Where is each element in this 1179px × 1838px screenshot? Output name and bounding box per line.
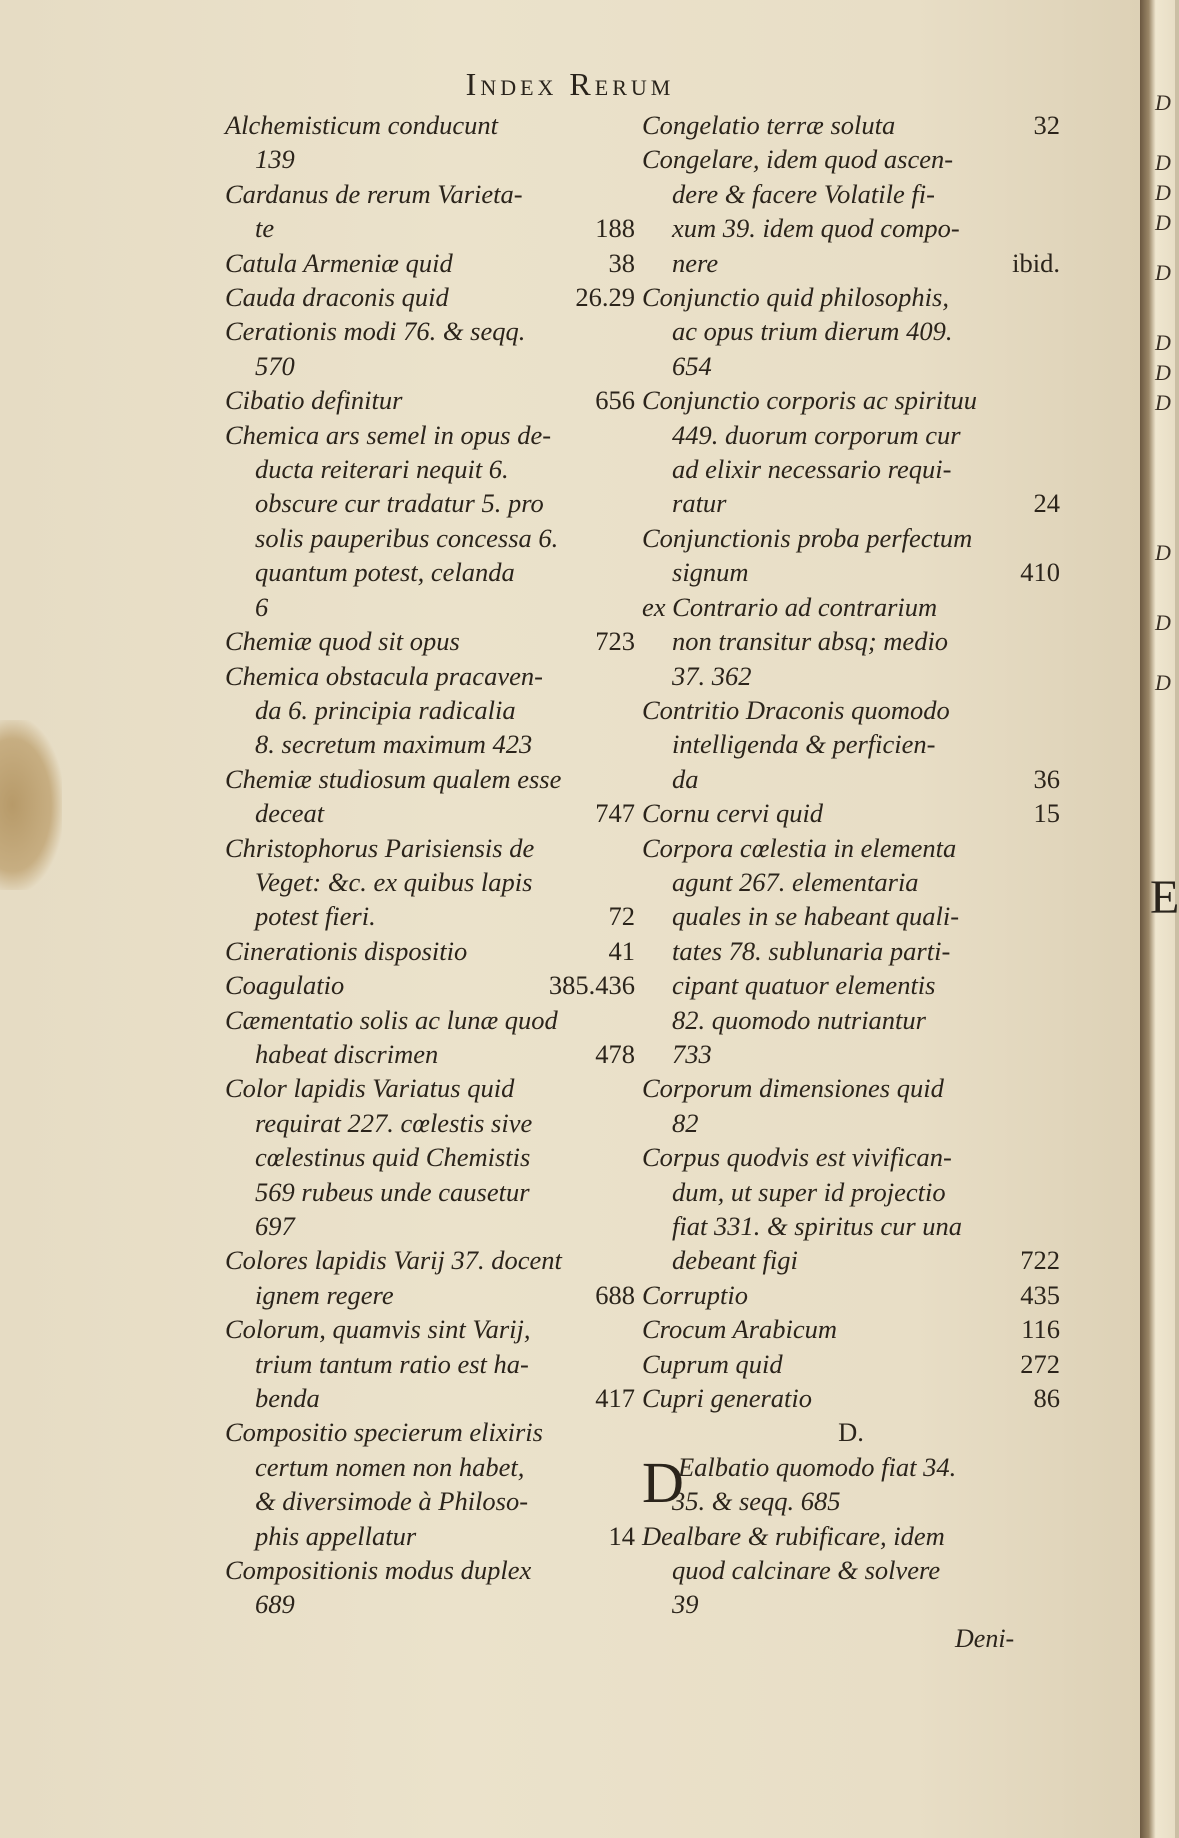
index-entry-line xyxy=(642,486,1060,520)
index-entry-line xyxy=(642,452,1060,486)
index-entry-line xyxy=(225,555,635,589)
entry-text: requirat 227. cœlestis sive xyxy=(255,1107,533,1138)
entry-text: signum xyxy=(672,557,749,588)
index-entry-line xyxy=(642,1278,1060,1312)
entry-text: trium tantum ratio est ha- xyxy=(255,1348,529,1379)
index-entry-line xyxy=(642,1347,1060,1381)
index-entry xyxy=(642,521,1060,590)
entry-text: cipant quatuor elementis xyxy=(672,970,936,1001)
index-column-right xyxy=(642,108,1060,1622)
index-entry xyxy=(225,659,635,762)
index-column-left xyxy=(225,108,635,1622)
page-number: 15 xyxy=(1033,798,1060,829)
entry-text: fiat 331. & spiritus cur una xyxy=(672,1211,963,1241)
entry-text: Congelatio terræ soluta xyxy=(642,110,896,140)
index-entry-line xyxy=(642,142,1060,176)
entry-text: Corpus quodvis est vivifican- xyxy=(642,1142,952,1173)
index-entry xyxy=(642,280,1060,383)
index-entry-line xyxy=(225,246,635,280)
entry-text: dere & facere Volatile fi- xyxy=(672,178,935,209)
entry-text: 449. duorum corporum cur xyxy=(672,419,961,450)
entry-text: Crocum Arabicum xyxy=(642,1314,838,1345)
index-entry-line xyxy=(225,1175,635,1209)
index-entry xyxy=(225,280,635,314)
index-entry-line xyxy=(642,555,1060,589)
index-entry-line xyxy=(225,108,635,142)
entry-text: intelligenda & perficien- xyxy=(672,729,936,760)
index-entry xyxy=(225,1003,635,1072)
entry-text: 6 xyxy=(255,591,269,622)
page-number: 32 xyxy=(1033,110,1060,140)
index-entry-line xyxy=(642,899,1060,933)
entry-text: Chemica ars semel in opus de- xyxy=(225,419,552,450)
index-entry-line xyxy=(225,762,635,796)
index-entry xyxy=(225,108,635,177)
index-entry-line xyxy=(642,1140,1060,1174)
entry-text: phis appellatur xyxy=(255,1520,417,1551)
entry-text: xum 39. idem quod compo- xyxy=(672,213,960,244)
index-entry-line xyxy=(642,1519,1060,1553)
page-number: 688 xyxy=(595,1279,635,1310)
page-number: 86 xyxy=(1033,1383,1060,1414)
entry-text: Cæmentatio solis ac lunæ quod xyxy=(225,1004,558,1035)
entry-text: dum, ut super id projectio xyxy=(672,1176,946,1207)
index-entry-line xyxy=(225,934,635,968)
page-number: ibid. xyxy=(1012,247,1060,278)
entry-text: agunt 267. elementaria xyxy=(672,866,919,897)
page-number: 478 xyxy=(595,1038,635,1069)
index-entry xyxy=(642,1312,1060,1346)
index-entry xyxy=(225,1071,635,1243)
index-entry-line xyxy=(225,349,635,383)
index-entry xyxy=(225,831,635,934)
margin-letter: D xyxy=(1155,610,1171,635)
index-entry xyxy=(642,796,1060,830)
index-entry-line xyxy=(642,865,1060,899)
margin-letter: D xyxy=(1155,210,1171,235)
margin-letter: D xyxy=(1155,150,1171,175)
index-entry xyxy=(642,1347,1060,1381)
entry-text: quod calcinare & solvere xyxy=(672,1555,941,1586)
margin-letter: D xyxy=(1155,260,1171,285)
entry-text: deceat xyxy=(255,798,325,829)
index-entry-line xyxy=(642,727,1060,761)
index-entry-line xyxy=(642,693,1060,727)
entry-text: Colores lapidis Varij 37. docent xyxy=(225,1245,562,1276)
index-entry xyxy=(642,383,1060,521)
index-entry-line xyxy=(225,1519,635,1553)
index-entry xyxy=(225,762,635,831)
entry-text: 82. quomodo nutriantur xyxy=(672,1004,926,1035)
entry-text: habeat discrimen xyxy=(255,1038,439,1069)
entry-text: Chemiæ quod sit opus xyxy=(225,626,460,657)
entry-text: obscure cur tradatur 5. pro xyxy=(255,488,544,519)
entry-text: Color lapidis Variatus quid xyxy=(225,1073,515,1104)
index-entry xyxy=(642,142,1060,280)
entry-text: Compositionis modus duplex xyxy=(225,1555,532,1586)
index-entry-line xyxy=(225,211,635,245)
entry-text: Christophorus Parisiensis de xyxy=(225,832,535,863)
entry-text: 39 xyxy=(672,1589,699,1620)
page-number: 723 xyxy=(595,626,635,657)
entry-text: Corporum dimensiones quid xyxy=(642,1073,944,1104)
margin-letter: D xyxy=(1155,540,1171,565)
index-entry-line xyxy=(225,1484,635,1518)
index-entry-line xyxy=(225,1587,635,1621)
margin-letter: D xyxy=(1155,90,1171,115)
index-entry-line xyxy=(225,899,635,933)
index-entry-line xyxy=(225,1553,635,1587)
index-entry-line xyxy=(225,1278,635,1312)
index-entry-line xyxy=(225,590,635,624)
running-header: Index Rerum xyxy=(465,66,675,102)
entry-text: Corruptio xyxy=(642,1279,749,1310)
index-entry-line xyxy=(642,659,1060,693)
entry-text: Congelare, idem quod ascen- xyxy=(642,144,954,175)
entry-text: Compositio specierum elixiris xyxy=(225,1417,543,1448)
index-entry-line xyxy=(642,280,1060,314)
index-entry xyxy=(225,968,635,1002)
entry-text: Cupri generatio xyxy=(642,1383,813,1414)
index-entry-line xyxy=(225,831,635,865)
index-entry-line xyxy=(642,383,1060,417)
index-entry-line xyxy=(225,865,635,899)
index-entry xyxy=(642,1140,1060,1278)
index-entry-line xyxy=(642,831,1060,865)
entry-text: solis pauperibus concessa 6. xyxy=(255,522,559,553)
entry-text: Cerationis modi 76. & seqq. xyxy=(225,316,526,347)
entry-text: 139 xyxy=(255,144,295,175)
index-entry-line xyxy=(225,624,635,658)
index-entry-line xyxy=(225,1312,635,1346)
entry-text: Chemiæ studiosum qualem esse xyxy=(225,763,562,794)
entry-text: & diversimode à Philoso- xyxy=(255,1486,529,1517)
entry-text: quantum potest, celanda xyxy=(255,557,515,588)
page-number: 722 xyxy=(1020,1245,1060,1276)
margin-letter: D xyxy=(1155,330,1171,355)
index-entry xyxy=(642,1519,1060,1622)
entry-text: Colorum, quamvis sint Varij, xyxy=(225,1314,531,1345)
entry-text: benda xyxy=(255,1383,320,1414)
page-number: 417 xyxy=(595,1383,635,1414)
index-entry xyxy=(642,1071,1060,1140)
index-entry-line xyxy=(225,486,635,520)
margin-letter: D xyxy=(1155,670,1171,695)
entry-text: ad elixir necessario requi- xyxy=(672,454,952,485)
index-entry xyxy=(642,1381,1060,1415)
margin-letter: D xyxy=(1155,180,1171,205)
index-entry-line xyxy=(225,1003,635,1037)
index-entry-line xyxy=(225,1106,635,1140)
index-entry-line xyxy=(225,1243,635,1277)
entry-text: Cornu cervi quid xyxy=(642,798,824,829)
index-entry-line xyxy=(225,1140,635,1174)
entry-text: tates 78. sublunaria parti- xyxy=(672,935,951,966)
index-entry-line xyxy=(642,108,1060,142)
index-entry xyxy=(642,1278,1060,1312)
page-number: 272 xyxy=(1020,1348,1060,1379)
drop-cap: D xyxy=(642,1449,684,1515)
paper-stain xyxy=(0,720,62,890)
index-entry-line xyxy=(642,1243,1060,1277)
index-entry-line xyxy=(225,418,635,452)
entry-text: non transitur absq; medio xyxy=(672,626,949,657)
index-entry-line xyxy=(642,934,1060,968)
index-entry xyxy=(225,177,635,246)
index-entry xyxy=(225,246,635,280)
entry-text: ducta reiterari nequit 6. xyxy=(255,454,509,485)
entry-text: da 6. principia radicalia xyxy=(255,694,516,725)
catchword: Deni- xyxy=(955,1624,1015,1653)
index-entry-line xyxy=(642,1484,1060,1518)
index-entry xyxy=(642,831,1060,1072)
index-entry-line xyxy=(225,659,635,693)
index-entry-line xyxy=(225,1415,635,1449)
index-entry xyxy=(225,624,635,658)
entry-text: Cardanus de rerum Varieta- xyxy=(225,178,523,209)
entry-text: Coagulatio xyxy=(225,970,345,1001)
page-number: 116 xyxy=(1021,1314,1060,1345)
entry-text: te xyxy=(255,213,275,244)
index-entry-line xyxy=(225,314,635,348)
index-entry xyxy=(642,108,1060,142)
index-entry-line xyxy=(225,1347,635,1381)
index-entry-line xyxy=(225,142,635,176)
margin-letter: D xyxy=(1155,390,1171,415)
index-entry-line xyxy=(642,521,1060,555)
index-entry xyxy=(225,383,635,417)
entry-text: 35. & seqq. 685 xyxy=(672,1486,841,1517)
index-entry-line xyxy=(642,1312,1060,1346)
entry-text: Conjunctio corporis ac spirituu xyxy=(642,385,977,416)
entry-text: Dealbare & rubificare, idem xyxy=(642,1520,945,1551)
entry-text: Conjunctio quid philosophis, xyxy=(642,282,949,313)
entry-text: da xyxy=(672,763,699,794)
index-entry-line xyxy=(642,177,1060,211)
index-entry-line xyxy=(642,796,1060,830)
index-entry-line xyxy=(642,590,1060,624)
page-number: 14 xyxy=(608,1520,635,1551)
index-entry-line xyxy=(225,1381,635,1415)
entry-text: Corpora cœlestia in elementa xyxy=(642,832,957,863)
entry-text: Cibatio definitur xyxy=(225,385,403,416)
index-entry-line xyxy=(642,1003,1060,1037)
page-number: 410 xyxy=(1020,557,1060,588)
index-entry xyxy=(225,1553,635,1622)
index-entry-line xyxy=(642,211,1060,245)
page-number: 656 xyxy=(595,385,635,416)
index-entry xyxy=(225,1243,635,1312)
index-entry xyxy=(642,693,1060,796)
entry-text: Chemica obstacula pracaven- xyxy=(225,660,543,691)
index-entry-line xyxy=(642,624,1060,658)
entry-text: potest fieri. xyxy=(255,901,376,932)
page-number: 385.436 xyxy=(548,970,635,1001)
index-entry-line xyxy=(642,1553,1060,1587)
index-entry-line xyxy=(642,349,1060,383)
index-entry-line xyxy=(642,1209,1060,1243)
entry-text: 689 xyxy=(255,1589,295,1620)
entry-text: 8. secretum maximum 423 xyxy=(255,729,533,760)
index-entry-line xyxy=(225,383,635,417)
entry-text: quales in se habeant quali- xyxy=(672,901,960,932)
entry-text: 37. 362 xyxy=(672,660,752,691)
page-number: 24 xyxy=(1033,488,1060,519)
index-entry-line xyxy=(225,177,635,211)
index-entry-line xyxy=(225,796,635,830)
page-number: 72 xyxy=(608,901,635,932)
entry-text: Cinerationis dispositio xyxy=(225,935,468,966)
index-entry-line xyxy=(642,762,1060,796)
entry-text: debeant figi xyxy=(672,1245,798,1276)
entry-text: Contritio Draconis quomodo xyxy=(642,694,950,725)
index-entry-line xyxy=(642,1071,1060,1105)
index-entry xyxy=(225,1312,635,1415)
index-entry-line xyxy=(225,727,635,761)
index-entry-line xyxy=(642,1175,1060,1209)
index-entry-line xyxy=(642,968,1060,1002)
entry-text: ex Contrario ad contrarium xyxy=(642,591,938,622)
page-number: 38 xyxy=(608,247,635,278)
entry-text: cœlestinus quid Chemistis xyxy=(255,1142,531,1173)
entry-text: 82 xyxy=(672,1107,699,1138)
entry-text: 697 xyxy=(255,1211,295,1241)
page-number: 188 xyxy=(595,213,635,244)
index-entry-line xyxy=(642,1381,1060,1415)
index-entry-line xyxy=(642,1037,1060,1071)
index-entry-line xyxy=(225,452,635,486)
index-entry xyxy=(225,418,635,624)
index-entry xyxy=(642,590,1060,693)
index-entry-line xyxy=(642,1106,1060,1140)
index-entry-line xyxy=(642,418,1060,452)
entry-text: Veget: &c. ex quibus lapis xyxy=(255,866,533,897)
index-entry-line xyxy=(225,968,635,1002)
entry-text: nere xyxy=(672,247,719,278)
page-number: 435 xyxy=(1020,1279,1060,1310)
page-number: 747 xyxy=(595,798,635,829)
index-entry-line xyxy=(642,314,1060,348)
entry-text: 654 xyxy=(672,350,712,381)
index-entry xyxy=(225,314,635,383)
index-entry-line xyxy=(225,521,635,555)
index-entry-line xyxy=(642,1587,1060,1621)
entry-text: 570 xyxy=(255,350,295,381)
page-number: 36 xyxy=(1033,763,1060,794)
page-number: 41 xyxy=(608,935,635,966)
entry-text: ratur xyxy=(672,488,727,519)
index-entry-line xyxy=(225,1209,635,1243)
facing-page-heading-letter: E xyxy=(1150,871,1179,924)
page-number: 26.29 xyxy=(575,282,635,313)
index-entry-line xyxy=(225,280,635,314)
entry-text: Conjunctionis proba perfectum xyxy=(642,522,973,553)
section-letter: D. xyxy=(838,1417,864,1448)
entry-text: 569 rubeus unde causetur xyxy=(255,1176,530,1207)
entry-text: 733 xyxy=(672,1038,712,1069)
entry-text: Cauda draconis quid xyxy=(225,282,449,313)
index-entry-line xyxy=(225,1037,635,1071)
margin-letter: D xyxy=(1155,360,1171,385)
entry-text: certum nomen non habet, xyxy=(255,1451,525,1482)
entry-text: Catula Armeniæ quid xyxy=(225,247,453,278)
entry-text: ac opus trium dierum 409. xyxy=(672,316,953,347)
index-entry xyxy=(225,934,635,968)
index-entry-line xyxy=(225,1071,635,1105)
index-entry-line xyxy=(225,693,635,727)
index-entry-line xyxy=(642,246,1060,280)
index-entry xyxy=(642,1450,1060,1519)
entry-text: Ealbatio quomodo fiat 34. xyxy=(678,1451,957,1482)
index-entry-line xyxy=(225,1450,635,1484)
entry-text: Cuprum quid xyxy=(642,1348,783,1379)
index-entry xyxy=(225,1415,635,1553)
entry-text: Alchemisticum conducunt xyxy=(225,110,499,140)
entry-text: ignem regere xyxy=(255,1279,394,1310)
